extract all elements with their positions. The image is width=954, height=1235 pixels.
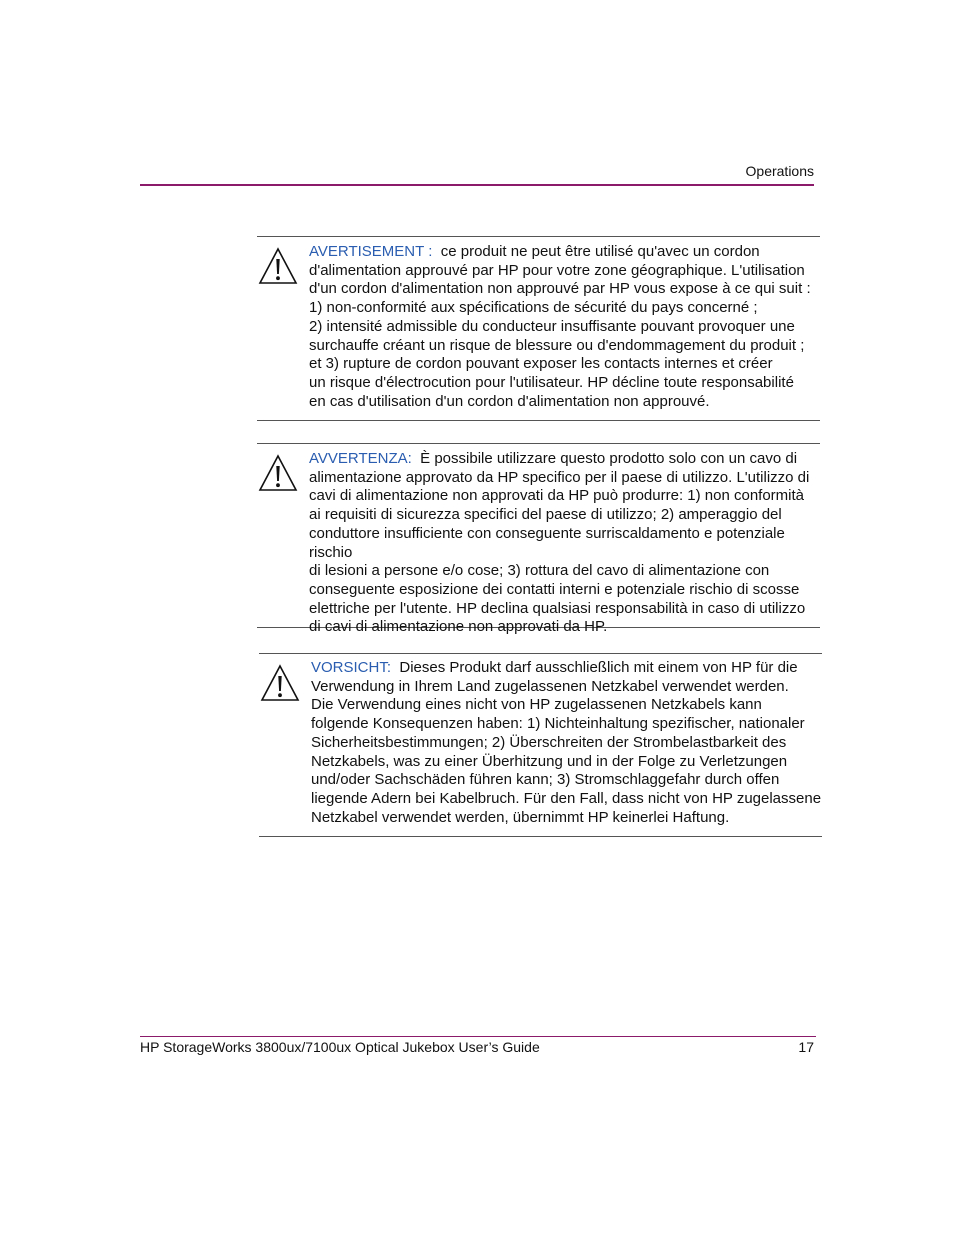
- warning-line: un risque d'électrocution pour l'utilisateur. HP décline toute responsabilité: [309, 373, 794, 391]
- warning-line: et 3) rupture de cordon pouvant exposer les contacts internes et créer: [309, 355, 773, 373]
- warning-line: und/oder Sachschäden führen kann; 3) Stromschlaggefahr durch offen: [311, 771, 780, 789]
- warning-line: conduttore insufficiente con conseguente surriscaldamento e potenziale rischio: [309, 524, 785, 561]
- warning-line: di cavi di alimentazione non approvati da HP.: [309, 618, 608, 636]
- warning-label: AVERTISEMENT :: [309, 243, 433, 260]
- warning-label: AVVERTENZA:: [309, 450, 412, 467]
- warning-line: Die Verwendung eines nicht von HP zugelassenen Netzkabels kann: [311, 696, 762, 714]
- warning-line: folgende Konsequenzen haben: 1) Nichteinhaltung spezifischer, nationaler: [311, 715, 805, 733]
- warning-line: Dieses Produkt darf ausschließlich mit einem von HP für die: [399, 659, 798, 676]
- warning-line: elettriche per l'utente. HP declina qualsiasi responsabilità in caso di utilizzo: [309, 599, 806, 617]
- warning-box-german: [259, 653, 822, 837]
- warning-line: d'alimentation approuvé par HP pour votre zone géographique. L'utilisation: [309, 261, 805, 279]
- warning-line: en cas d'utilisation d'un cordon d'alimentation non approuvé.: [309, 392, 710, 410]
- warning-box-french: [257, 236, 820, 421]
- header-rule: [140, 184, 814, 186]
- warning-triangle-icon: [257, 246, 299, 286]
- warning-line: Sicherheitsbestimmungen; 2) Überschreiten der Strombelastbarkeit des: [311, 733, 787, 751]
- page-header-section: Operations: [745, 163, 814, 179]
- warning-label: VORSICHT:: [311, 659, 392, 676]
- warning-line: Verwendung in Ihrem Land zugelassenen Netzkabel verwendet werden.: [311, 677, 789, 695]
- warning-box-italian: [257, 443, 820, 636]
- warning-line: liegende Adern bei Kabelbruch. Für den Fall, dass nicht von HP zugelassene: [311, 789, 822, 807]
- footer-title: HP StorageWorks 3800ux/7100ux Optical Jukebox User’s Guide: [140, 1039, 540, 1055]
- warning-line: È possibile utilizzare questo prodotto solo con un cavo di: [420, 450, 798, 467]
- warning-line: ce produit ne peut être utilisé qu'avec un cordon: [440, 243, 760, 260]
- warning-line: d'un cordon d'alimentation non approuvé par HP vous expose à ce qui suit :: [309, 280, 811, 298]
- page-number: 17: [798, 1039, 814, 1055]
- warning-line: conseguente esposizione dei contatti interni e potenziale rischio di scosse: [309, 580, 800, 598]
- warning-line: 2) intensité admissible du conducteur insuffisante pouvant provoquer une: [309, 317, 795, 335]
- warning-line: alimentazione approvato da HP specifico per il paese di utilizzo. L'utilizzo di: [309, 468, 810, 486]
- warning-line: Netzkabels, was zu einer Überhitzung und in der Folge zu Verletzungen: [311, 752, 788, 770]
- warning-triangle-icon: [257, 453, 299, 493]
- warning-line: Netzkabel verwendet werden, übernimmt HP keinerlei Haftung.: [311, 808, 730, 826]
- warning-line: ai requisiti di sicurezza specifici del paese di utilizzo; 2) amperaggio del: [309, 506, 782, 524]
- warning-line: cavi di alimentazione non approvati da HP può produrre: 1) non conformità: [309, 487, 805, 505]
- warning-line: surchauffe créant un risque de blessure ou d'endommagement du produit ;: [309, 336, 805, 354]
- warning-text-german: [311, 659, 822, 827]
- warning-line: 1) non-conformité aux spécifications de sécurité du pays concerné ;: [309, 299, 758, 317]
- warning-line: di lesioni a persone e/o cose; 3) rottura del cavo di alimentazione con: [309, 562, 770, 580]
- warning-triangle-icon: [259, 663, 301, 703]
- warning-text-italian: [309, 450, 824, 637]
- warning-text-french: [309, 243, 824, 411]
- footer-rule: [140, 1036, 816, 1037]
